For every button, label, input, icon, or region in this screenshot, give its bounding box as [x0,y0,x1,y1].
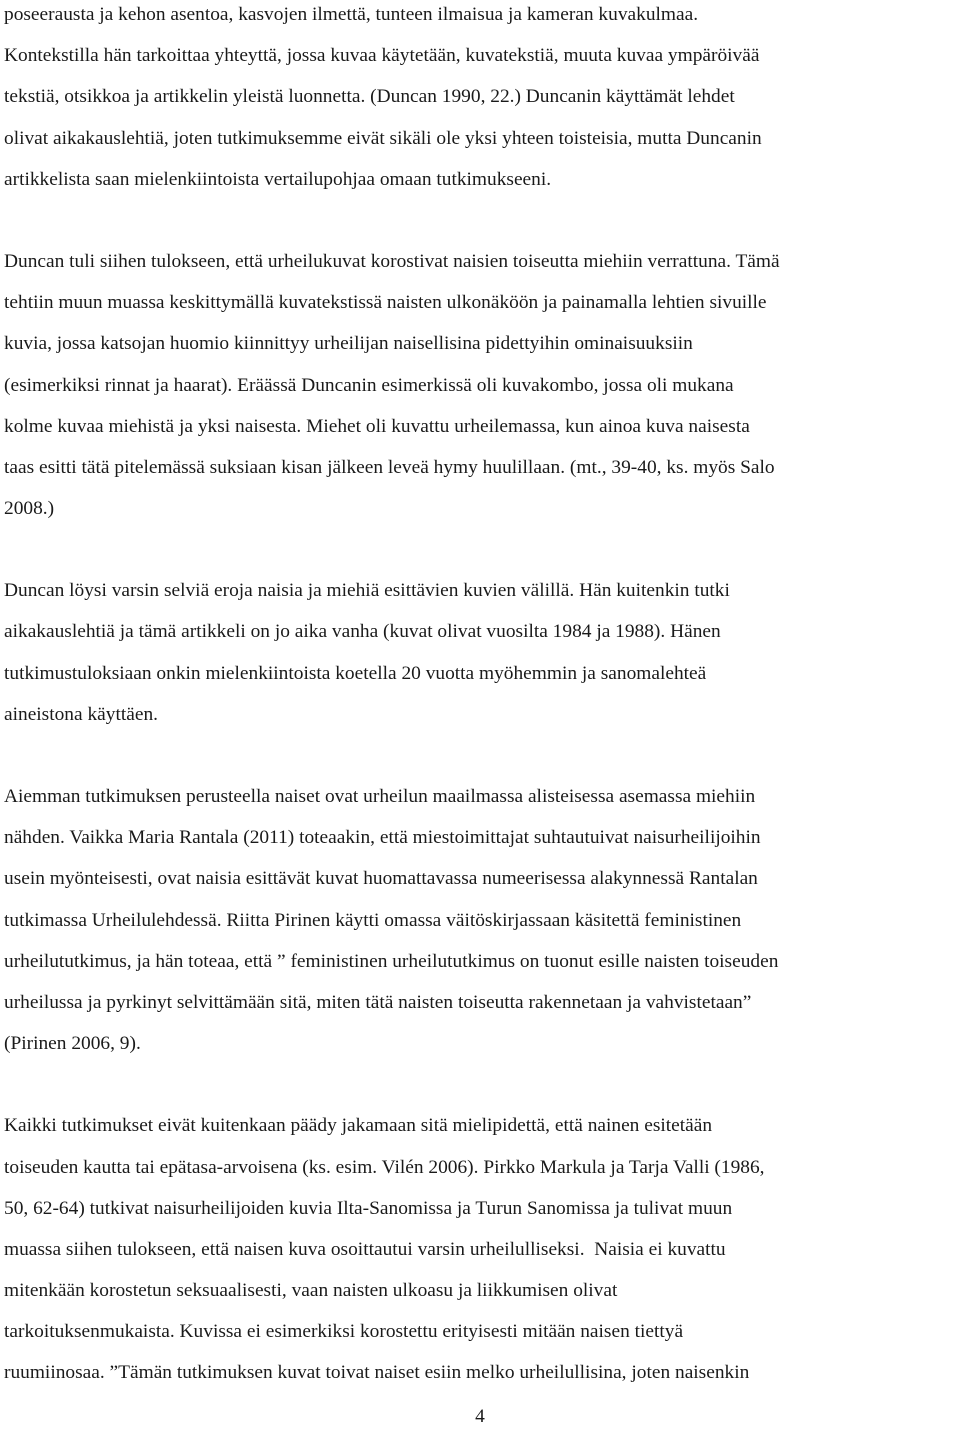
text-line: kuvia, jossa katsojan huomio kiinnittyy urheilijan naisellisina pidettyihin ominaisuuksiin [4,333,693,355]
text-line: urheilututkimus, ja hän toteaa, että ” feministinen urheilututkimus on tuonut esille naisten toiseuden [4,950,779,972]
text-line: mitenkään korostetun seksuaalisesti, vaan naisten ulkoasu ja liikkumisen olivat [4,1280,618,1302]
text-line: Kontekstilla hän tarkoittaa yhteyttä, jossa kuvaa käytetään, kuvatekstiä, muuta kuvaa ympäröivää [4,45,760,67]
text-line: (Pirinen 2006, 9). [4,1033,141,1055]
text-line: urheilussa ja pyrkinyt selvittämään sitä, miten tätä naisten toiseutta rakennetaan ja vahvistetaan” [4,991,752,1013]
page-number: 4 [475,1406,485,1427]
text-line: 2008.) [4,498,55,520]
paragraph-contrasting-studies [4,1105,956,1393]
text-line: Aiemman tutkimuksen perusteella naiset ovat urheilun maailmassa alisteisessa asemassa miehiin [4,786,756,807]
text-line: poseerausta ja kehon asentoa, kasvojen ilmettä, tunteen ilmaisua ja kameran kuvakulmaa. [4,4,699,25]
text-line: 50, 62-64) tutkivat naisurheilijoiden kuvia Ilta-Sanomissa ja Turun Sanomissa ja tulivat muun [4,1197,733,1219]
text-line: tutkimustuloksiaan onkin mielenkiintoista koetella 20 vuotta myöhemmin ja sanomalehteä [4,662,707,684]
text-line: muassa siihen tulokseen, että naisen kuva osoittautui varsin urheilulliseksi. Naisia ei kuvattu [4,1238,726,1260]
text-line: usein myönteisesti, ovat naisia esittävät kuvat huomattavassa numeerisessa alakynnessä Rantalan [4,868,758,890]
text-line: Duncan löysi varsin selviä eroja naisia ja miehiä esittävien kuvien välillä. Hän kuitenkin tutki [4,580,730,602]
paragraph-duncan-differences [4,570,956,735]
text-line: nähden. Vaikka Maria Rantala (2011) toteaakin, että miestoimittajat suhtautuivat naisurheilijoihin [4,827,761,849]
text-line: kolme kuvaa miehistä ja yksi naisesta. Miehet oli kuvattu urheilemassa, kun ainoa kuva naisesta [4,415,750,437]
text-line: ruumiinosaa. ”Tämän tutkimuksen kuvat toivat naiset esiin melko urheilullisina, joten naisenkin [4,1362,750,1384]
paragraph-previous-research [4,776,956,1064]
text-line: tehtiin muun muassa keskittymällä kuvatekstissä naisten ulkonäköön ja painamalla lehtien sivuille [4,292,767,314]
text-line: toiseuden kautta tai epätasa-arvoisena (ks. esim. Vilén 2006). Pirkko Markula ja Tarja Valli (1986, [4,1156,765,1178]
text-line: aineistona käyttäen. [4,703,158,725]
text-line: Duncan tuli siihen tulokseen, että urheilukuvat korostivat naisien toiseutta miehiin verrattuna. Tämä [4,250,780,272]
paragraph-image-analysis [4,0,956,200]
text-line: tarkoituksenmukaista. Kuvissa ei esimerkiksi korostettu erityisesti mitään naisen tiettyä [4,1321,684,1343]
text-line: (esimerkiksi rinnat ja haarat). Eräässä Duncanin esimerkissä oli kuvakombo, jossa oli mukana [4,374,734,396]
text-line: tekstiä, otsikkoa ja artikkelin yleistä luonnetta. (Duncan 1990, 22.) Duncanin käyttämät lehdet [4,86,735,108]
text-line: Kaikki tutkimukset eivät kuitenkaan päädy jakamaan sitä mielipidettä, että nainen esitetään [4,1115,713,1137]
text-line: tutkimassa Urheilulehdessä. Riitta Pirinen käytti omassa väitöskirjassaan käsitettä feministinen [4,909,742,931]
text-line: artikkelista saan mielenkiintoista vertailupohjaa omaan tutkimukseeni. [4,168,552,190]
text-line: olivat aikakauslehtiä, joten tutkimuksemme eivät sikäli ole yksi yhteen toisteisia, mutta Duncanin [4,127,762,149]
document-page [4,0,956,1435]
text-line: aikakauslehtiä ja tämä artikkeli on jo aika vanha (kuvat olivat vuosilta 1984 ja 1988). Hänen [4,621,721,643]
text-line: taas esitti tätä pitelemässä suksiaan kisan jälkeen leveä hymy huulillaan. (mt., 39-40, ks. myös Salo [4,456,775,478]
paragraph-duncan-results [4,241,956,529]
